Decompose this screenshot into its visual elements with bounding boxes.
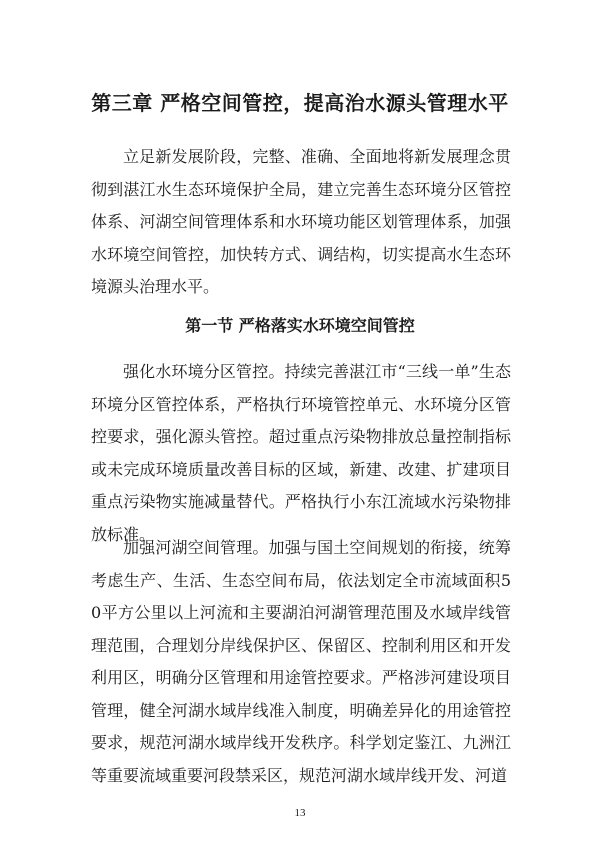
section-title: 第一节 严格落实水环境空间管控 — [185, 316, 415, 335]
body-paragraph: 强化水环境分区管控。持续完善湛江市“三线一单”生态环境分区管控体系，严格执行环境管控单元、水环境分区管控要求，强化源头管控。超过重点污染物排放总量控制指标或未完成环境质量改善目标的区域，新建、改建、扩建项目重点污染物实施减量替代。严格执行小东江流域水污染物排放标准。 — [91, 362, 511, 544]
intro-paragraph: 立足新发展阶段，完整、准确、全面地将新发展理念贯彻到湛江水生态环境保护全局，建立完善生态环境分区管控体系、河湖空间管理体系和水环境功能区划管理体系，加强水环境空间管控，加快转方式、调结构，切实提高水生态环境源头治理水平。 — [91, 147, 511, 296]
body-paragraph: 加强河湖空间管理。加强与国土空间规划的衔接，统筹考虑生产、生活、生态空间布局，依法划定全市流域面积50平方公里以上河流和主要湖泊河湖管理范围及水域岸线管理范围，合理划分岸线保护区、保留区、控制利用区和开发利用区，明确分区管理和用途管控要求。严格涉河建设项目管理，健全河湖水域岸线准入制度，明确差异化的用途管控要求，规范河湖水域岸线开发秩序。科学划定鉴江、九洲江等重要流域重要河段禁采区，规范河湖水域岸线开发、河道 — [91, 538, 511, 785]
page-number: 13 — [294, 807, 306, 819]
chapter-title: 第三章 严格空间管控，提高治水源头管理水平 — [91, 91, 509, 115]
